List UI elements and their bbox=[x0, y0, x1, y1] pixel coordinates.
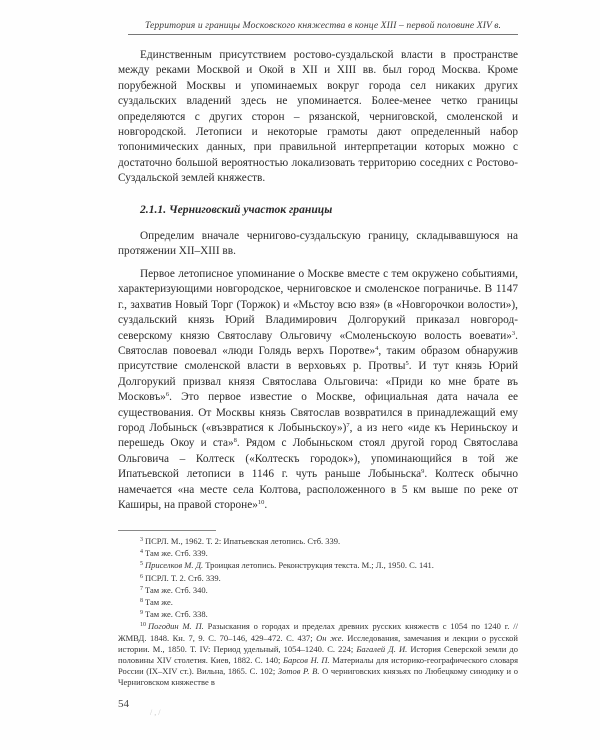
footnote-ref-4: 4 bbox=[375, 344, 379, 352]
footnote: $^3$ ПСРЛ. М., 1962. Т. 2: Ипатьевская летопись. Стб. 339. bbox=[140, 536, 341, 546]
footnote: $^6$ ПСРЛ. Т. 2. Стб. 339. bbox=[140, 572, 221, 583]
footnote-ref-5: 5 bbox=[405, 360, 409, 368]
page-number: 54 bbox=[118, 698, 129, 710]
footnote-ref-8: 8 bbox=[233, 437, 237, 445]
footnote-divider bbox=[118, 530, 216, 531]
footnote: $^5$ Приселков М. Д. Троицкая летопись. Реконструкция текста. М.; Л., 1950. С. 141. bbox=[140, 560, 434, 571]
footnote-ref-10: 10 bbox=[257, 498, 265, 506]
paragraph-1: Определим вначале чернигово-суздальскую границу, складывавшуюся на протяжении XII–XIII вв. bbox=[118, 230, 518, 258]
footnotes bbox=[118, 530, 518, 689]
intro-paragraph: Единственным присутствием ростово-суздальской власти в пространстве между реками Москвой и Окой в XII и XIII вв. был город Москва. Кроме порубежной Москвы и упоминаемых вокруг города сел никаких других суздальских владений здесь не упоминается. Более-менее четко границы определяются с других сторон – рязанской, черниговской, смоленской и новгородской. Летописи и некоторые грамоты дают определенный набор топонимических данных, при правильной интерпретации которых можно с достаточно большой вероятностью локализовать территорию соседних с Ростово-Суздальской землей княжеств. bbox=[118, 49, 518, 185]
footnote: $^8$ Там же. bbox=[140, 597, 173, 608]
scan-marks: / , / bbox=[150, 708, 161, 717]
section-heading: 2.1.1. Черниговский участок границы bbox=[140, 202, 333, 216]
footnote: $^7$ Там же. Стб. 340. bbox=[140, 584, 208, 595]
footnote: $^9$ Там же. Стб. 338. bbox=[140, 609, 208, 620]
footnote-ref-6: 6 bbox=[165, 391, 170, 399]
footnote: $^4$ Там же. Стб. 339. bbox=[140, 548, 208, 559]
main-text bbox=[118, 48, 518, 513]
footnote: $^{10}$ Погодин М. П. Разыскания о городах и пределах древних русских княжеств с 1054 по 1240 г. // ЖМВД. 1848. Кн. 7, 9. С. 70–146, 429–472. С. 437; Он же. Исследования, замечания и лекции о русской истории. М., 1850. Т. IV: Период удельный, 1054–1240. С. 224; Багалей Д. И. История Северской земли до половины XIV столетия. Киев, 1882. С. 140; Барсов Н. П. Материалы для историко-географического словаря России (IX–XIV ст.). Вильна, 1865. С. 102; Зотов Р. В. О черниговских князьях по Любецкому синодику и о Черниговском княжестве в bbox=[118, 621, 518, 688]
paragraph-2: Первое летописное упоминание о Москве вместе с тем окружено событиями, характеризующими новгородское, черниговское и смоленское пограничье. В 1147 г., захватив Новый Торг (Торжок) и «Мьстоу всю взя» (в «Новгорочкои волости»), суздальский князь Юрий Владимирович Долгорукий приказал новгород-северскому князю Святославу Ольговичу «Смоленьскоую волость воевати»$^3$. Святослав повоевал «люди Голядь верхъ Поротве»$^4$, таким образом обнаружив присутствие смоленской власти в верховьях р. Протвы$^5$. И тут князь Юрий Долгорукий призвал князя Святослава Ольговича: «Приди ко мне брате въ Московъ»$^6$. Это первое известие о Москве, официальная дата начала ее существования. От Москвы князь Святослав возвратился в принадлежащий ему город Лобыньск («възвратися к Лобыньскоу»)$^7$, а из него «иде къ Нериньскоу и перешедь Окоу и ста»$^8$. Рядом с Лобыньском стоял другой город Святослава Ольговича – Колтеск («Колтескъ городок»), упоминающийся в той же Ипатьевской летописи в 1146 г. чуть раньше Лобыньска$^9$. Колтеск обычно намечается «на месте села Колтова, расположенного в 5 км выше по реке от Каширы, на правой стороне»$^{10}$. bbox=[118, 267, 518, 511]
paragraph-gap bbox=[118, 260, 518, 267]
running-head: Территория и границы Московского княжества в конце XIII – первой половине XIV в. bbox=[128, 20, 518, 35]
footnote-ref-9: 9 bbox=[421, 468, 425, 476]
footnote-ref-7: 7 bbox=[346, 421, 350, 429]
footnote-ref-3: 3 bbox=[511, 329, 516, 337]
